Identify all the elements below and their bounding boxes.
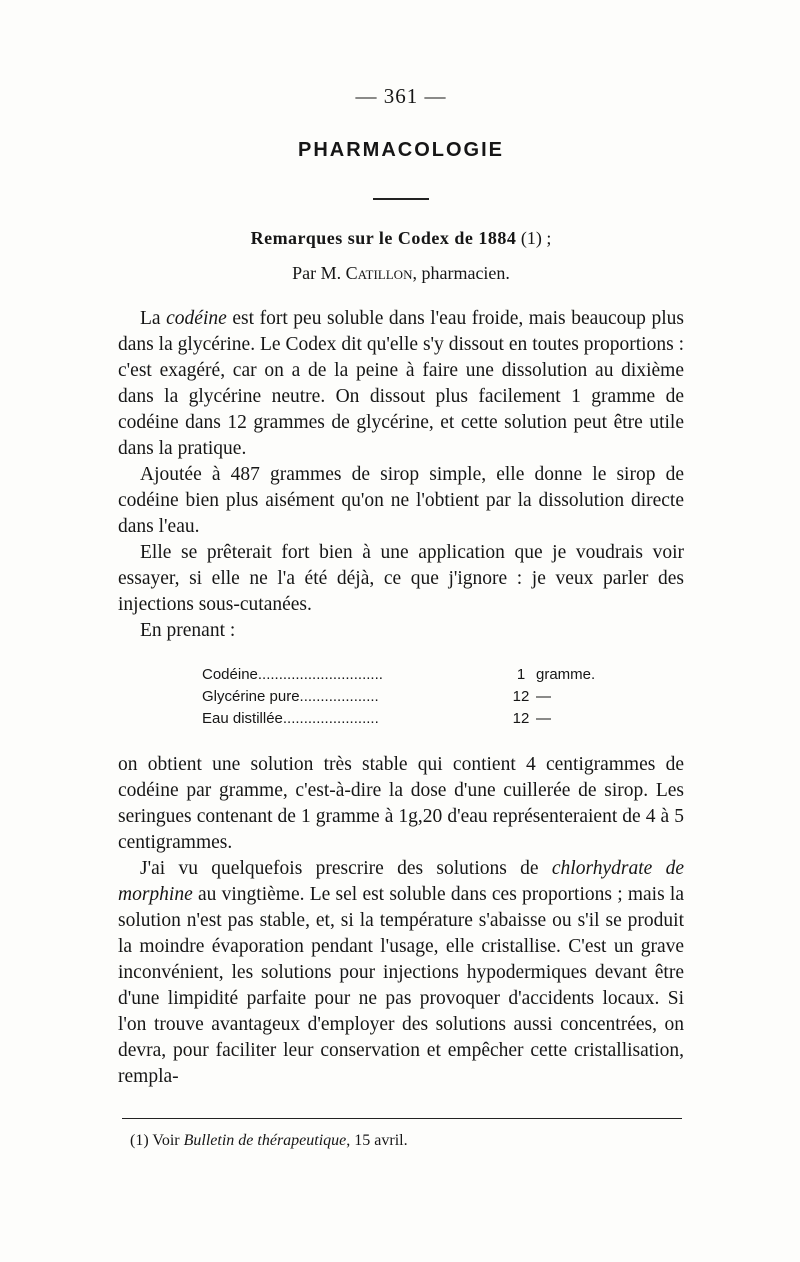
recipe-ingredient: Codéine..............................	[202, 666, 383, 683]
paragraph-4: En prenant :	[140, 620, 236, 641]
title-divider	[373, 198, 429, 200]
recipe-row	[202, 686, 602, 708]
article-title-note: (1) ;	[516, 228, 552, 248]
page-number: — 361 —	[355, 84, 447, 108]
footnote-divider	[122, 1118, 682, 1119]
article-byline	[118, 263, 684, 284]
p1-rest: est fort peu soluble dans l'eau froide, mais beaucoup plus dans la glycérine. Le Codex dit qu'elle s'y dissout en toutes proportions : c'est exagéré, car on a de la peine à faire une dissolution au dixième dans la glycérine neutre. On dissout plus facilement 1 gramme de codéine dans 12 grammes de glycérine, et cette solution peut être utile dans la pratique.	[118, 308, 684, 459]
recipe-unit: —	[536, 710, 551, 727]
p1-start: La	[140, 308, 167, 329]
paragraph-3: Elle se prêterait fort bien à une application que je voudrais voir essayer, si elle ne l'a été déjà, ce que j'ignore : je veux parler des injections sous-cutanées.	[118, 542, 684, 615]
paragraph-1	[118, 306, 684, 462]
recipe-table	[202, 664, 684, 730]
footnote	[130, 1132, 408, 1150]
byline-suffix: , pharmacien.	[412, 263, 510, 283]
p1-emphasis: codéine	[166, 308, 227, 329]
byline-prefix: Par M.	[292, 263, 346, 283]
p6-rest: au vingtième. Le sel est soluble dans ces proportions ; mais la solution n'est pas stable, et, si la température s'abaisse ou s'il se produit la moindre évaporation pendant l'usage, elle cristallise. C'est un grave inconvénient, les solutions pour injections hypodermiques devant être d'une limpidité parfaite pour ne pas provoquer d'accidents locaux. Si l'on trouve avantageux d'employer des solutions aussi concentrées, on devra, pour faciliter leur conservation et empêcher cette cristallisation, rempla-	[118, 884, 684, 1087]
recipe-row	[202, 664, 602, 686]
recipe-quantity: 12	[512, 688, 530, 705]
page	[118, 84, 684, 1090]
paragraph-6	[118, 856, 684, 1090]
article-title-text: Remarques sur le Codex de 1884	[250, 228, 517, 248]
recipe-row	[202, 708, 602, 730]
footnote-emphasis: Bulletin de thérapeutique	[183, 1132, 347, 1149]
paragraph-5: on obtient une solution très stable qui contient 4 centigrammes de codéine par gramme, c'est-à-dire la dose d'une cuillerée de sirop. Les seringues contenant de 1 gramme à 1g,20 d'eau représenteraient de 4 à 5 centigrammes.	[118, 754, 684, 853]
recipe-ingredient: Eau distillée.......................	[202, 710, 379, 727]
paragraph-2: Ajoutée à 487 grammes de sirop simple, elle donne le sirop de codéine bien plus aisément qu'on ne l'obtient par la dissolution directe dans l'eau.	[118, 464, 684, 537]
recipe-quantity: 1	[516, 666, 526, 683]
footnote-rest: , 15 avril.	[346, 1132, 408, 1149]
recipe-quantity: 12	[512, 710, 530, 727]
recipe-unit: gramme.	[536, 666, 596, 683]
recipe-unit: —	[536, 688, 551, 705]
article-title	[118, 228, 684, 249]
byline-author: Catillon	[345, 263, 413, 283]
section-title: PHARMACOLOGIE	[298, 139, 504, 161]
p6-start: J'ai vu quelquefois prescrire des solutions de	[140, 858, 552, 879]
recipe-ingredient: Glycérine pure...................	[202, 688, 379, 705]
p6-emphasis: chlorhydrate de morphine	[118, 858, 685, 905]
footnote-marker: (1) Voir	[130, 1132, 184, 1149]
